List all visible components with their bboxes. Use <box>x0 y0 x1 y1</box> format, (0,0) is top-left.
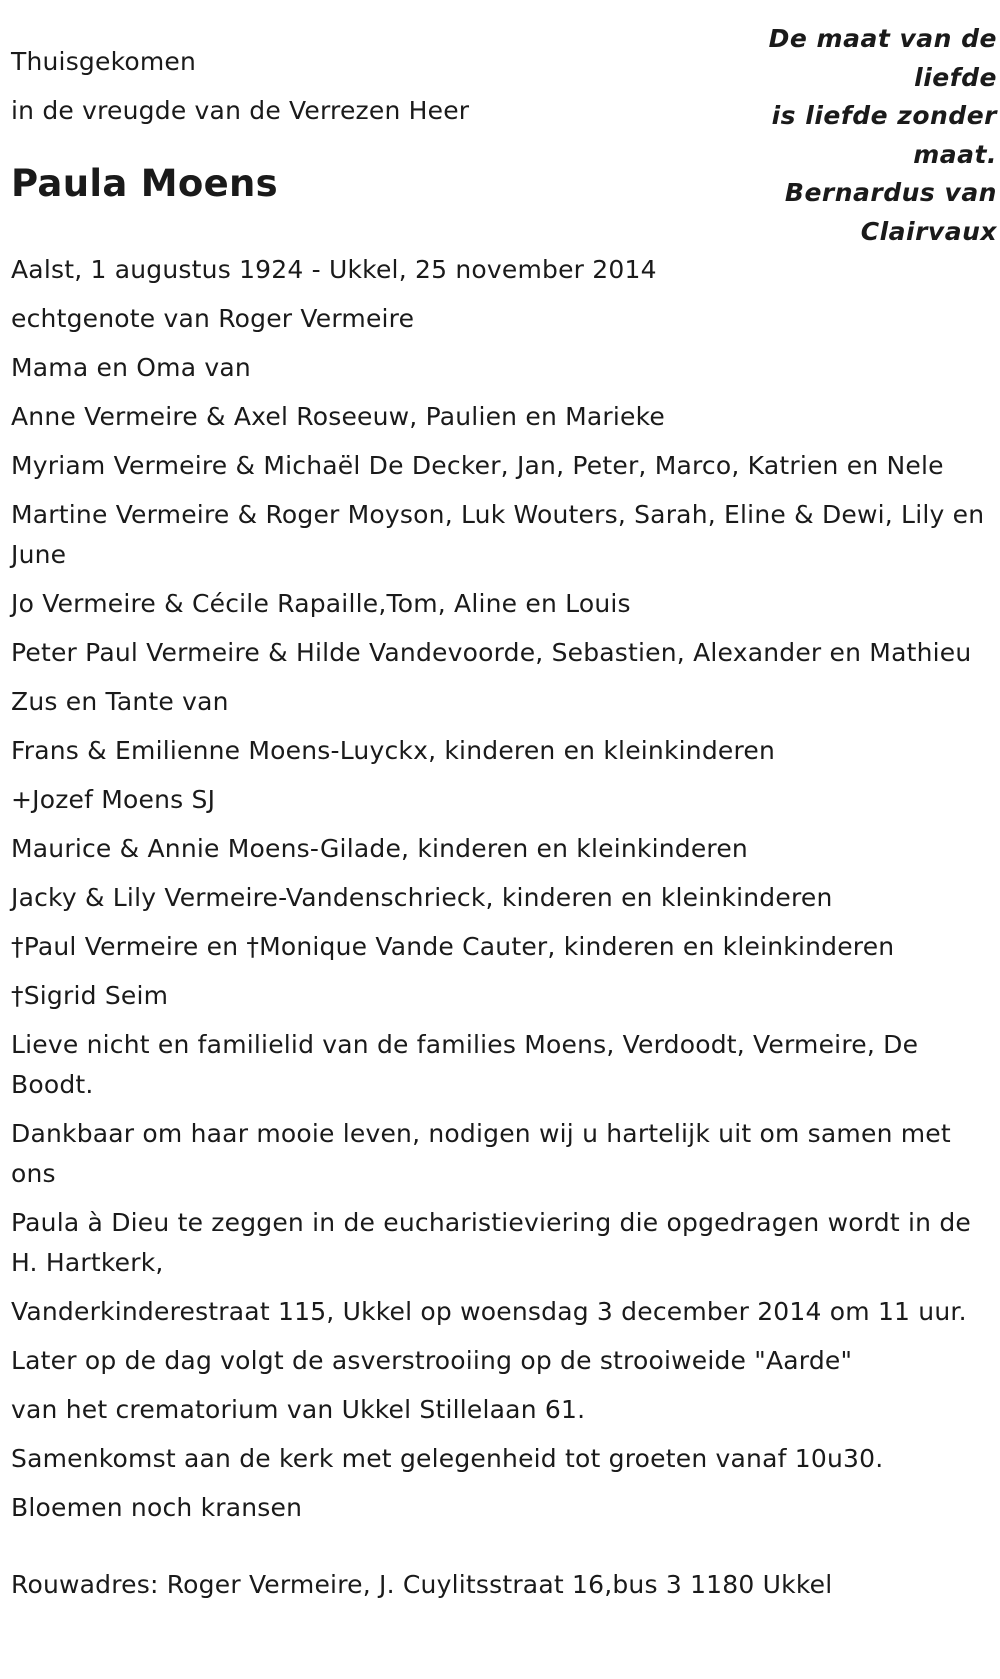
family-line: Anne Vermeire & Axel Roseeuw, Paulien en Marieke <box>11 402 666 431</box>
quote-line: De maat van de <box>768 24 997 53</box>
crematorium-line: van het crematorium van Ukkel Stillelaan 61. <box>11 1395 586 1424</box>
family-heading: Mama en Oma van <box>11 353 251 382</box>
family-line: Peter Paul Vermeire & Hilde Vandevoorde, Sebastien, Alexander en Mathieu <box>11 638 972 667</box>
intro-line-1: Thuisgekomen <box>11 47 197 76</box>
obituary-body <box>11 250 996 1614</box>
sibling-line: +Jozef Moens SJ <box>11 785 216 814</box>
invitation-line: Dankbaar om haar mooie leven, nodigen wij u hartelijk uit om samen met ons <box>11 1119 951 1188</box>
mourning-address: Rouwadres: Roger Vermeire, J. Cuylitsstraat 16,bus 3 1180 Ukkel <box>11 1570 833 1599</box>
family-line: Martine Vermeire & Roger Moyson, Luk Wouters, Sarah, Eline & Dewi, Lily en June <box>11 500 985 569</box>
sibling-line: †Sigrid Seim <box>11 981 169 1010</box>
quote-line: liefde <box>914 62 997 92</box>
family-line: Myriam Vermeire & Michaël De Decker, Jan, Peter, Marco, Katrien en Nele <box>11 451 944 480</box>
siblings-heading: Zus en Tante van <box>11 687 229 716</box>
deceased-name: Paula Moens <box>11 162 278 205</box>
sibling-line: †Paul Vermeire en †Monique Vande Cauter, kinderen en kleinkinderen <box>11 932 895 961</box>
intro-line-2: in de vreugde van de Verrezen Heer <box>11 96 470 125</box>
flowers-line: Bloemen noch kransen <box>11 1493 303 1522</box>
quote-block <box>741 20 997 251</box>
scattering-line: Later op de dag volgt de asverstrooiing op de strooiweide "Aarde" <box>11 1346 853 1375</box>
quote-author-line: Clairvaux <box>860 216 997 246</box>
quote-author-line: Bernardus van <box>784 178 997 207</box>
quote-line: is liefde zonder <box>771 101 997 130</box>
service-address-line: Vanderkinderestraat 115, Ukkel op woensdag 3 december 2014 om 11 uur. <box>11 1297 967 1326</box>
relatives-line: Lieve nicht en familielid van de families Moens, Verdoodt, Vermeire, De Boodt. <box>11 1030 919 1099</box>
dates-line: Aalst, 1 augustus 1924 - Ukkel, 25 november 2014 <box>11 255 657 284</box>
sibling-line: Jacky & Lily Vermeire-Vandenschrieck, kinderen en kleinkinderen <box>11 883 833 912</box>
spouse-line: echtgenote van Roger Vermeire <box>11 304 415 333</box>
quote-line: maat. <box>913 139 997 169</box>
service-line: Paula à Dieu te zeggen in de eucharistieviering die opgedragen wordt in de H. Hartkerk, <box>11 1208 972 1277</box>
obituary-page <box>11 0 997 1679</box>
gathering-line: Samenkomst aan de kerk met gelegenheid tot groeten vanaf 10u30. <box>11 1444 884 1473</box>
family-line: Jo Vermeire & Cécile Rapaille,Tom, Aline en Louis <box>11 589 631 618</box>
sibling-line: Frans & Emilienne Moens-Luyckx, kinderen en kleinkinderen <box>11 736 776 765</box>
sibling-line: Maurice & Annie Moens-Gilade, kinderen en kleinkinderen <box>11 834 748 863</box>
spacer <box>11 1537 996 1565</box>
intro-block <box>11 37 469 135</box>
